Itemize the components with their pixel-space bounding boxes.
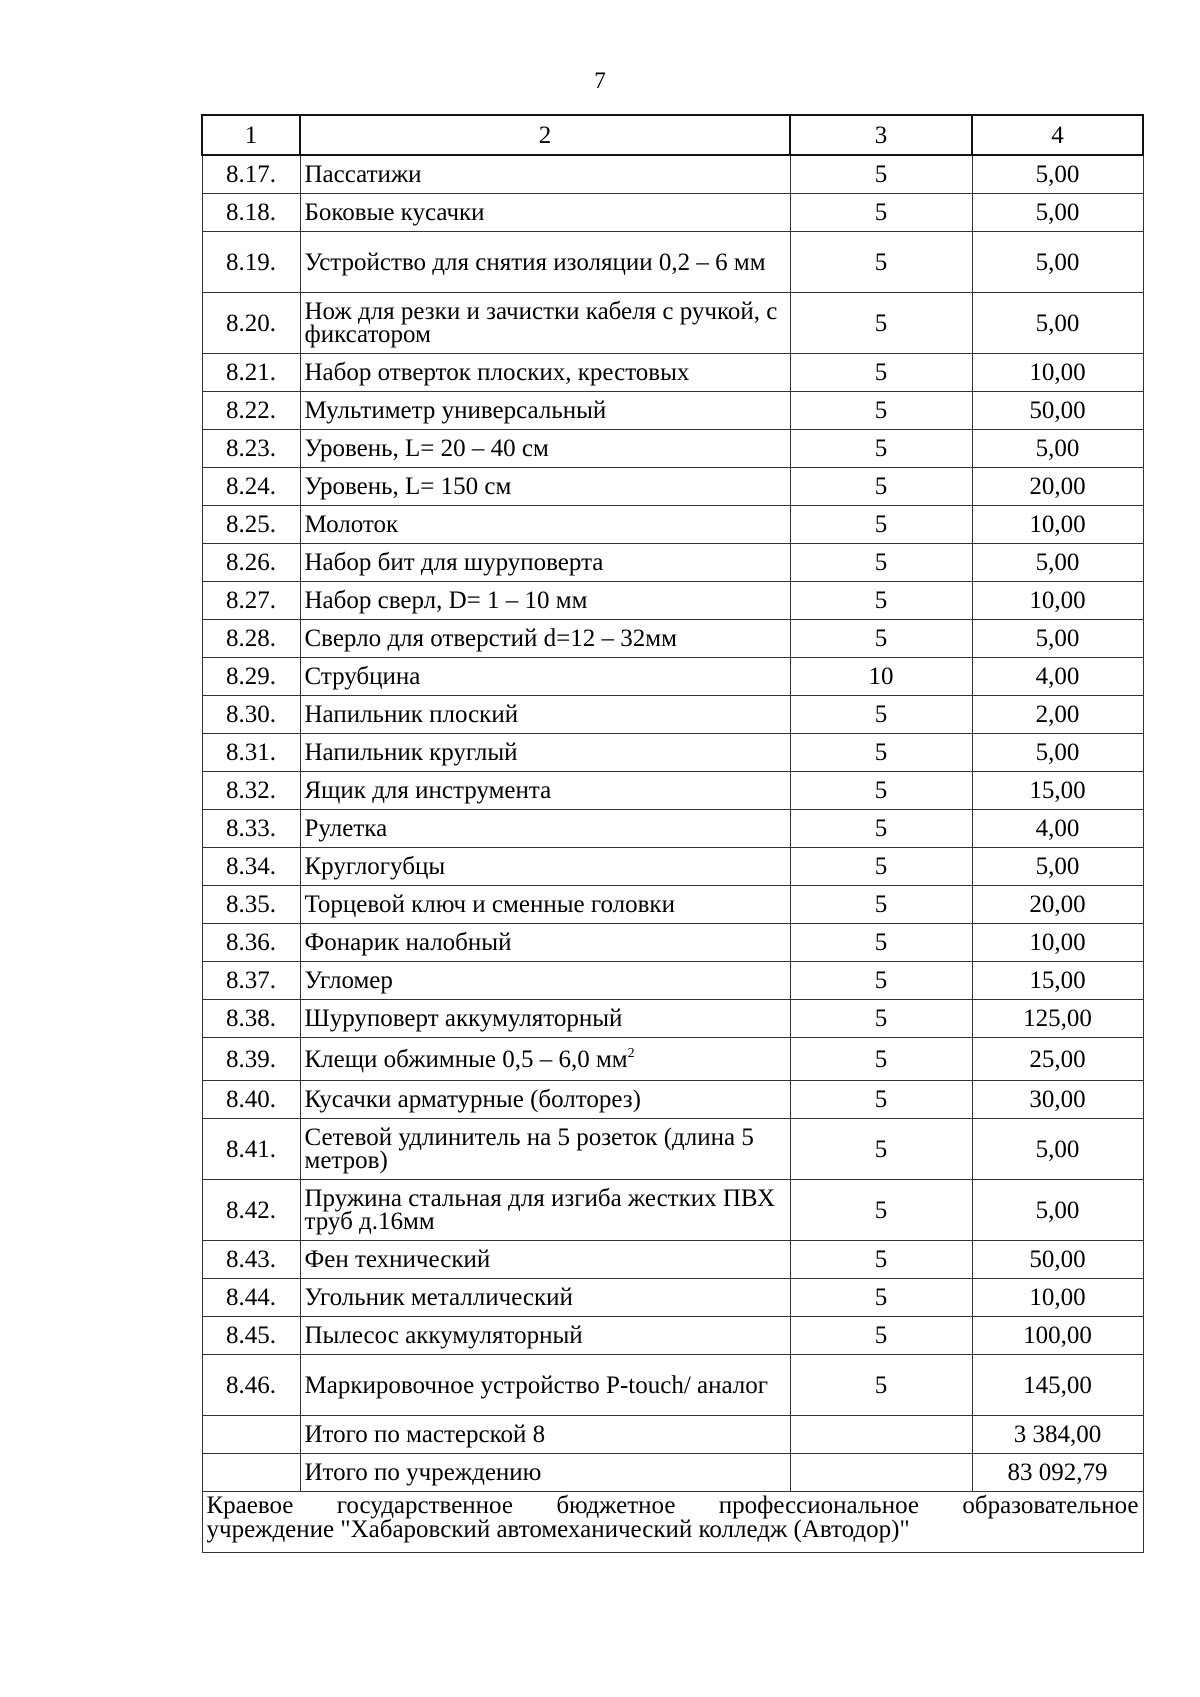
item-name-text: Напильник плоский (304, 701, 519, 728)
item-name-text: Сверло для отверстий d=12 – 32мм (304, 625, 677, 652)
item-name-text: Уровень, L= 20 – 40 см (304, 435, 549, 462)
item-number: 8.18. (202, 194, 300, 232)
item-cost: 5,00 (972, 620, 1143, 658)
item-number: 8.24. (202, 468, 300, 506)
item-name (300, 1180, 790, 1241)
item-name (300, 1119, 790, 1180)
table-row (202, 1279, 1143, 1317)
item-name-text: Фен технический (304, 1246, 491, 1273)
item-name (300, 810, 790, 848)
item-name (300, 544, 790, 582)
item-name (300, 1279, 790, 1317)
item-name (300, 734, 790, 772)
item-cost: 5,00 (972, 1180, 1143, 1241)
item-quantity: 5 (790, 430, 972, 468)
item-quantity: 5 (790, 293, 972, 354)
item-cost: 125,00 (972, 1000, 1143, 1038)
table-row (202, 194, 1143, 232)
item-quantity: 10 (790, 658, 972, 696)
item-quantity: 5 (790, 620, 972, 658)
item-name-text: Клещи обжимные 0,5 – 6,0 мм (304, 1045, 628, 1073)
table-row (202, 696, 1143, 734)
item-cost: 5,00 (972, 544, 1143, 582)
item-quantity: 5 (790, 734, 972, 772)
item-number: 8.25. (202, 506, 300, 544)
item-number: 8.32. (202, 772, 300, 810)
item-number: 8.19. (202, 232, 300, 293)
item-cost: 50,00 (972, 392, 1143, 430)
item-name (300, 392, 790, 430)
table-row (202, 1180, 1143, 1241)
item-cost: 10,00 (972, 354, 1143, 392)
item-name (300, 1317, 790, 1355)
table-row (202, 544, 1143, 582)
institution-name (202, 1492, 1143, 1553)
item-quantity: 5 (790, 354, 972, 392)
item-cost: 25,00 (972, 1038, 1143, 1081)
table-row (202, 582, 1143, 620)
item-name (300, 1038, 790, 1081)
item-number: 8.29. (202, 658, 300, 696)
item-name (300, 696, 790, 734)
item-name-text: Угломер (304, 967, 393, 994)
item-quantity: 5 (790, 810, 972, 848)
item-number: 8.23. (202, 430, 300, 468)
item-quantity: 5 (790, 1081, 972, 1119)
table-row (202, 620, 1143, 658)
item-quantity: 5 (790, 1180, 972, 1241)
item-name-text: Набор сверл, D= 1 – 10 мм (304, 587, 588, 614)
item-number: 8.40. (202, 1081, 300, 1119)
total-qty-cell (790, 1454, 972, 1492)
item-name-text: Пылесос аккумуляторный (304, 1322, 583, 1349)
item-name-text: Шуруповерт аккумуляторный (304, 1005, 623, 1032)
item-quantity: 5 (790, 506, 972, 544)
item-quantity: 5 (790, 848, 972, 886)
table-row (202, 1355, 1143, 1416)
table-row (202, 848, 1143, 886)
item-name-text: Устройство для снятия изоляции 0,2 – 6 мм (304, 248, 766, 276)
item-quantity: 5 (790, 962, 972, 1000)
item-quantity: 5 (790, 1000, 972, 1038)
item-quantity: 5 (790, 924, 972, 962)
table-row (202, 468, 1143, 506)
item-name-text: Уровень, L= 150 см (304, 473, 512, 500)
item-number: 8.17. (202, 155, 300, 194)
item-number: 8.43. (202, 1241, 300, 1279)
item-name (300, 1241, 790, 1279)
table-row (202, 293, 1143, 354)
table-row (202, 962, 1143, 1000)
item-name-text: Нож для резки и зачистки кабеля с ручкой, с фиксатором (304, 298, 778, 348)
item-number: 8.45. (202, 1317, 300, 1355)
item-number: 8.28. (202, 620, 300, 658)
total-label: Итого по мастерской 8 (300, 1416, 790, 1454)
item-name (300, 468, 790, 506)
item-number: 8.38. (202, 1000, 300, 1038)
item-name (300, 658, 790, 696)
item-name-text: Рулетка (304, 815, 388, 842)
item-number: 8.34. (202, 848, 300, 886)
table-row (202, 886, 1143, 924)
table-row (202, 1081, 1143, 1119)
item-name-text: Ящик для инструмента (304, 777, 552, 804)
item-name-text: Пассатижи (304, 161, 422, 188)
item-number: 8.35. (202, 886, 300, 924)
item-number: 8.44. (202, 1279, 300, 1317)
item-cost: 10,00 (972, 506, 1143, 544)
item-cost: 5,00 (972, 848, 1143, 886)
item-name-text: Мультиметр универсальный (304, 397, 607, 424)
item-number: 8.26. (202, 544, 300, 582)
item-quantity: 5 (790, 1038, 972, 1081)
table-row (202, 734, 1143, 772)
item-number: 8.36. (202, 924, 300, 962)
item-cost: 5,00 (972, 1119, 1143, 1180)
table-row (202, 658, 1143, 696)
item-cost: 10,00 (972, 582, 1143, 620)
item-quantity: 5 (790, 1355, 972, 1416)
total-qty-cell (790, 1416, 972, 1454)
table-row (202, 924, 1143, 962)
item-cost: 5,00 (972, 155, 1143, 194)
item-quantity: 5 (790, 1279, 972, 1317)
item-cost: 5,00 (972, 734, 1143, 772)
item-name (300, 1000, 790, 1038)
item-name-text: Струбцина (304, 663, 421, 690)
item-name-text: Сетевой удлинитель на 5 розеток (длина 5 метров) (304, 1124, 754, 1174)
item-number: 8.20. (202, 293, 300, 354)
item-quantity: 5 (790, 468, 972, 506)
item-cost: 5,00 (972, 293, 1143, 354)
total-num-cell (202, 1454, 300, 1492)
institution-name-line-2: учреждение "Хабаровский автомеханический колледж (Автодор)" (206, 1516, 910, 1543)
item-cost: 2,00 (972, 696, 1143, 734)
item-number: 8.21. (202, 354, 300, 392)
item-cost: 100,00 (972, 1317, 1143, 1355)
table-row (202, 1317, 1143, 1355)
item-name-text: Набор бит для шуруповерта (304, 549, 604, 576)
item-name (300, 155, 790, 194)
table-row (202, 232, 1143, 293)
item-cost: 10,00 (972, 1279, 1143, 1317)
item-name (300, 194, 790, 232)
header-cell-4: 4 (972, 115, 1143, 155)
total-value: 83 092,79 (972, 1454, 1143, 1492)
total-num-cell (202, 1416, 300, 1454)
institution-name-line-1: Краевое государственное бюджетное профессиональное образовательное (206, 1492, 1139, 1519)
item-name (300, 886, 790, 924)
total-row-institution (202, 1454, 1143, 1492)
superscript: 2 (627, 1045, 635, 1061)
header-cell-2: 2 (300, 115, 790, 155)
item-quantity: 5 (790, 1119, 972, 1180)
item-name-text: Угольник металлический (304, 1284, 573, 1311)
item-number: 8.30. (202, 696, 300, 734)
item-cost: 5,00 (972, 232, 1143, 293)
item-name (300, 354, 790, 392)
item-name-text: Кусачки арматурные (болторез) (304, 1086, 641, 1113)
total-label: Итого по учреждению (300, 1454, 790, 1492)
item-quantity: 5 (790, 1317, 972, 1355)
item-name (300, 772, 790, 810)
item-name (300, 232, 790, 293)
item-name (300, 620, 790, 658)
item-name-text: Фонарик налобный (304, 929, 512, 956)
item-quantity: 5 (790, 194, 972, 232)
total-value: 3 384,00 (972, 1416, 1143, 1454)
item-quantity: 5 (790, 582, 972, 620)
item-cost: 4,00 (972, 810, 1143, 848)
item-number: 8.39. (202, 1038, 300, 1081)
header-cell-1: 1 (202, 115, 300, 155)
item-name (300, 962, 790, 1000)
item-quantity: 5 (790, 392, 972, 430)
table-row (202, 1119, 1143, 1180)
item-name-text: Молоток (304, 511, 399, 538)
item-name (300, 848, 790, 886)
item-name-text: Боковые кусачки (304, 199, 485, 226)
item-cost: 20,00 (972, 886, 1143, 924)
table-row (202, 772, 1143, 810)
total-row-workshop (202, 1416, 1143, 1454)
table-row (202, 354, 1143, 392)
table-row (202, 1241, 1143, 1279)
item-cost: 4,00 (972, 658, 1143, 696)
item-quantity: 5 (790, 772, 972, 810)
item-name (300, 506, 790, 544)
table-row (202, 392, 1143, 430)
item-name (300, 1081, 790, 1119)
item-name-text: Напильник круглый (304, 739, 518, 766)
item-number: 8.33. (202, 810, 300, 848)
item-name-text: Маркировочное устройство P-touch/ аналог (304, 1371, 769, 1399)
table-row (202, 810, 1143, 848)
item-quantity: 5 (790, 886, 972, 924)
table-row (202, 1038, 1143, 1081)
item-name-text: Пружина стальная для изгиба жестких ПВХ труб д.16мм (304, 1185, 776, 1235)
table-row (202, 430, 1143, 468)
table-row (202, 155, 1143, 194)
item-name (300, 924, 790, 962)
item-cost: 15,00 (972, 772, 1143, 810)
item-number: 8.37. (202, 962, 300, 1000)
item-number: 8.27. (202, 582, 300, 620)
item-number: 8.41. (202, 1119, 300, 1180)
item-number: 8.22. (202, 392, 300, 430)
header-row (202, 115, 1143, 155)
item-cost: 15,00 (972, 962, 1143, 1000)
item-number: 8.42. (202, 1180, 300, 1241)
item-cost: 10,00 (972, 924, 1143, 962)
item-name-text: Набор отверток плоских, крестовых (304, 359, 690, 386)
item-quantity: 5 (790, 155, 972, 194)
item-number: 8.31. (202, 734, 300, 772)
item-quantity: 5 (790, 544, 972, 582)
page-number: 7 (594, 68, 606, 93)
item-cost: 5,00 (972, 430, 1143, 468)
item-name (300, 430, 790, 468)
equipment-table (201, 114, 1144, 1553)
item-quantity: 5 (790, 1241, 972, 1279)
item-cost: 5,00 (972, 194, 1143, 232)
item-name (300, 1355, 790, 1416)
item-quantity: 5 (790, 696, 972, 734)
item-number: 8.46. (202, 1355, 300, 1416)
item-cost: 50,00 (972, 1241, 1143, 1279)
item-name-text: Торцевой ключ и сменные головки (304, 891, 675, 918)
item-cost: 145,00 (972, 1355, 1143, 1416)
table-row (202, 1000, 1143, 1038)
item-quantity: 5 (790, 232, 972, 293)
table-row (202, 506, 1143, 544)
footer-row (202, 1492, 1143, 1553)
item-name-text: Круглогубцы (304, 853, 446, 880)
item-name (300, 582, 790, 620)
item-cost: 20,00 (972, 468, 1143, 506)
header-cell-3: 3 (790, 115, 972, 155)
item-name (300, 293, 790, 354)
item-cost: 30,00 (972, 1081, 1143, 1119)
